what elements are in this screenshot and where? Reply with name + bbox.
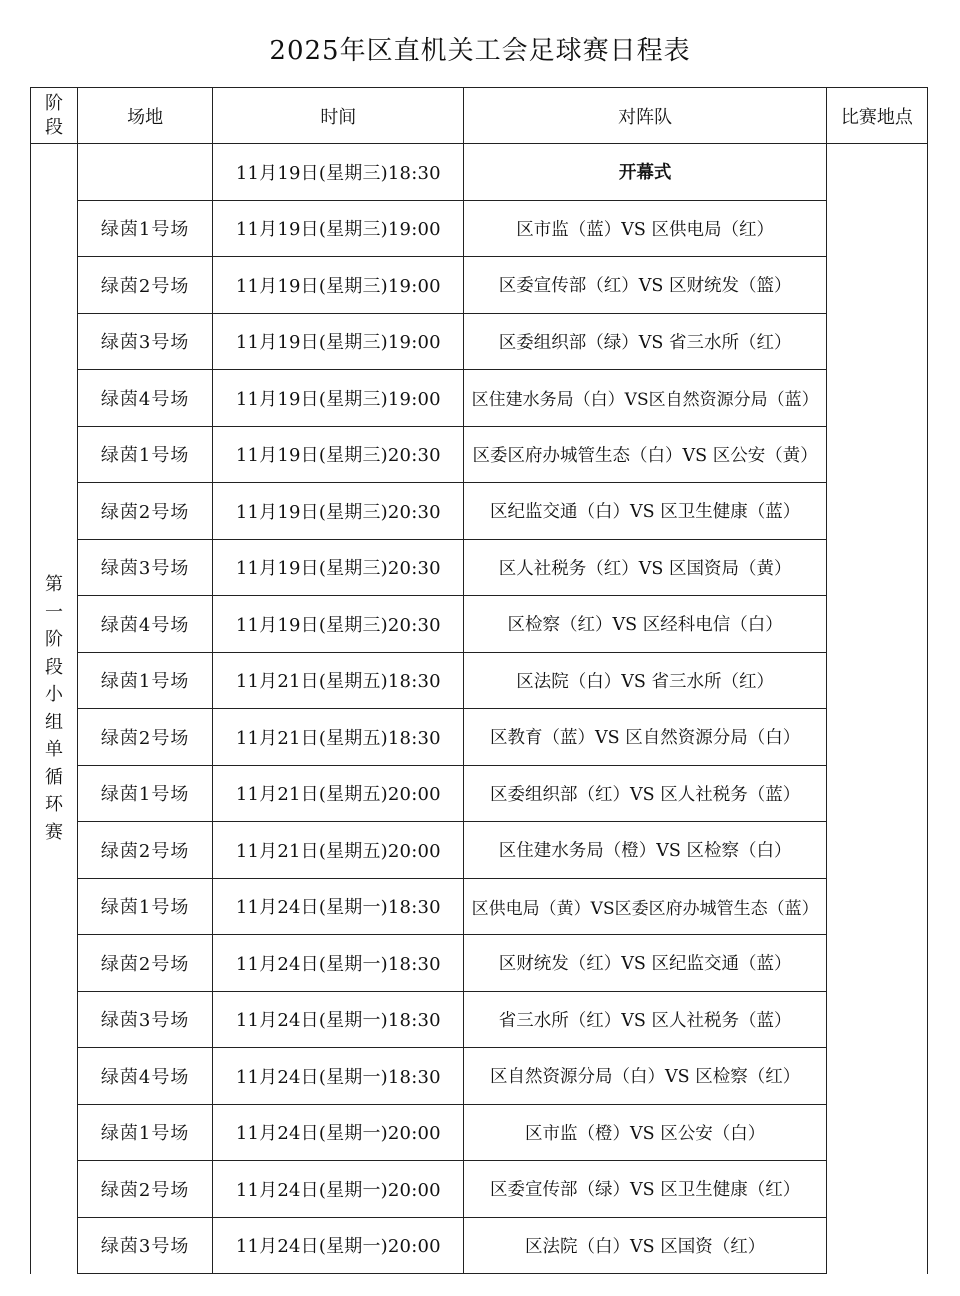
field-cell: [78, 991, 213, 1048]
header-match: 对阵队: [464, 88, 826, 144]
match-label: 区委区府办城管生态（白）VS 区公安（黄）: [472, 445, 818, 466]
field-cell: [78, 822, 213, 879]
header-venue: 比赛地点: [826, 88, 927, 144]
time-label: 11月21日(星期五)20:00: [235, 840, 441, 862]
field-label: 绿茵4号场: [100, 388, 190, 410]
match-label: 区委组织部（绿）VS 省三水所（红）: [498, 332, 792, 353]
time-cell: [213, 1217, 464, 1274]
match-cell: [464, 200, 826, 257]
header-field: 场地: [78, 88, 213, 144]
field-cell: [78, 652, 213, 709]
time-label: 11月19日(星期三)20:30: [235, 614, 441, 636]
table-row: [31, 313, 928, 370]
match-label: 区自然资源分局（白）VS 区检察（红）: [490, 1067, 801, 1088]
field-cell: [78, 257, 213, 314]
field-label: 绿茵1号场: [100, 219, 190, 241]
time-label: 11月24日(星期一)18:30: [235, 897, 441, 919]
table-row: [31, 878, 928, 935]
field-cell: [78, 878, 213, 935]
header-row: [31, 88, 928, 144]
table-row: [31, 200, 928, 257]
table-body: [31, 144, 928, 1274]
time-cell: [213, 935, 464, 992]
match-label: 区人社税务（红）VS 区国资局（黄）: [498, 558, 792, 579]
table-row: [31, 370, 928, 427]
match-label: 区纪监交通（白）VS 区卫生健康（蓝）: [490, 502, 801, 523]
field-label: 绿茵2号场: [100, 275, 190, 297]
match-cell: [464, 483, 826, 540]
match-label: 区委宣传部（红）VS 区财统发（篮）: [498, 276, 792, 297]
match-cell: [464, 652, 826, 709]
match-cell: [464, 709, 826, 766]
table-row: [31, 1048, 928, 1105]
field-cell: [78, 539, 213, 596]
time-cell: [213, 370, 464, 427]
stage-cell: [31, 144, 78, 1274]
field-cell: [78, 765, 213, 822]
table-row: [31, 1217, 928, 1274]
table-row: [31, 144, 928, 201]
match-cell: [464, 878, 826, 935]
table-row: [31, 257, 928, 314]
match-label: 区供电局（黄）VS区委区府办城管生态（蓝）: [471, 898, 819, 919]
field-label: 绿茵1号场: [100, 784, 190, 806]
field-label: 绿茵2号场: [100, 727, 190, 749]
time-label: 11月24日(星期一)20:00: [235, 1123, 441, 1145]
time-label: 11月21日(星期五)20:00: [235, 784, 441, 806]
field-label: 绿茵4号场: [100, 614, 190, 636]
table-row: [31, 1104, 928, 1161]
time-label: 11月19日(星期三)20:30: [235, 558, 441, 580]
field-label: 绿茵3号场: [100, 558, 190, 580]
field-cell: [78, 144, 213, 201]
field-label: 绿茵2号场: [100, 1179, 190, 1201]
time-label: 11月24日(星期一)20:00: [235, 1179, 441, 1201]
venue-cell: [826, 144, 927, 1274]
table-header: [31, 88, 928, 144]
time-label: 11月19日(星期三)19:00: [235, 275, 441, 297]
field-label: 绿茵4号场: [100, 1066, 190, 1088]
match-cell: [464, 313, 826, 370]
field-cell: [78, 935, 213, 992]
match-label: 区委组织部（红）VS 区人社税务（蓝）: [490, 784, 801, 805]
match-cell: [464, 144, 826, 201]
time-cell: [213, 596, 464, 653]
field-cell: [78, 426, 213, 483]
match-label: 区委宣传部（绿）VS 区卫生健康（红）: [490, 1180, 801, 1201]
match-label: 区检察（红）VS 区经科电信（白）: [507, 615, 783, 636]
match-label: 区市监（橙）VS 区公安（白）: [525, 1123, 766, 1144]
match-label: 区住建水务局（白）VS区自然资源分局（蓝）: [471, 390, 819, 411]
match-cell: [464, 765, 826, 822]
match-label: 省三水所（红）VS 区人社税务（蓝）: [498, 1010, 792, 1031]
time-label: 11月24日(星期一)18:30: [235, 1010, 441, 1032]
stage-label: 第一阶段小组单循环赛: [45, 574, 64, 843]
header-stage-line1: 阶: [45, 92, 64, 114]
time-label: 11月24日(星期一)20:00: [235, 1236, 441, 1258]
match-cell: [464, 1161, 826, 1218]
match-cell: [464, 1217, 826, 1274]
table-row: [31, 426, 928, 483]
field-label: 绿茵3号场: [100, 332, 190, 354]
match-cell: [464, 370, 826, 427]
table-row: [31, 822, 928, 879]
field-cell: [78, 1217, 213, 1274]
time-label: 11月24日(星期一)18:30: [235, 1066, 441, 1088]
page-title: 2025年区直机关工会足球赛日程表: [269, 36, 691, 66]
match-label: 区住建水务局（橙）VS 区检察（白）: [498, 841, 792, 862]
field-label: 绿茵2号场: [100, 953, 190, 975]
time-cell: [213, 822, 464, 879]
field-cell: [78, 370, 213, 427]
time-cell: [213, 426, 464, 483]
field-cell: [78, 313, 213, 370]
match-cell: [464, 426, 826, 483]
table-row: [31, 991, 928, 1048]
time-cell: [213, 539, 464, 596]
time-cell: [213, 878, 464, 935]
field-label: 绿茵1号场: [100, 671, 190, 693]
match-cell: [464, 822, 826, 879]
time-cell: [213, 991, 464, 1048]
header-stage-line2: 段: [45, 116, 64, 138]
match-label: 区财统发（红）VS 区纪监交通（蓝）: [498, 954, 792, 975]
match-cell: [464, 539, 826, 596]
table-row: [31, 765, 928, 822]
time-cell: [213, 1161, 464, 1218]
match-label: 区教育（蓝）VS 区自然资源分局（白）: [490, 728, 801, 749]
match-cell: [464, 1048, 826, 1105]
match-cell: [464, 257, 826, 314]
time-label: 11月21日(星期五)18:30: [235, 671, 441, 693]
time-label: 11月24日(星期一)18:30: [235, 953, 441, 975]
field-label: 绿茵1号场: [100, 445, 190, 467]
field-label: 绿茵1号场: [100, 897, 190, 919]
table-row: [31, 1161, 928, 1218]
time-label: 11月19日(星期三)19:00: [235, 388, 441, 410]
field-label: 绿茵1号场: [100, 1123, 190, 1145]
table-row: [31, 652, 928, 709]
header-stage: [31, 88, 78, 144]
field-cell: [78, 1048, 213, 1105]
time-cell: [213, 200, 464, 257]
time-cell: [213, 313, 464, 370]
field-cell: [78, 200, 213, 257]
table-row: [31, 596, 928, 653]
match-label: 区法院（白）VS 区国资（红）: [525, 1236, 766, 1257]
match-cell: [464, 935, 826, 992]
table-row: [31, 709, 928, 766]
time-cell: [213, 709, 464, 766]
field-label: 绿茵2号场: [100, 501, 190, 523]
schedule-table: [30, 87, 928, 1274]
match-label: 区法院（白）VS 省三水所（红）: [516, 671, 774, 692]
time-cell: [213, 257, 464, 314]
match-cell: [464, 1104, 826, 1161]
header-time: 时间: [213, 88, 464, 144]
time-cell: [213, 483, 464, 540]
time-cell: [213, 1104, 464, 1161]
time-cell: [213, 765, 464, 822]
opening-ceremony-label: 开幕式: [618, 163, 672, 184]
time-label: 11月19日(星期三)20:30: [235, 445, 441, 467]
match-cell: [464, 991, 826, 1048]
table-row: [31, 483, 928, 540]
time-label: 11月19日(星期三)18:30: [235, 162, 441, 184]
time-label: 11月19日(星期三)19:00: [235, 332, 441, 354]
field-cell: [78, 596, 213, 653]
field-label: 绿茵3号场: [100, 1236, 190, 1258]
time-cell: [213, 1048, 464, 1105]
time-cell: [213, 652, 464, 709]
time-label: 11月19日(星期三)19:00: [235, 219, 441, 241]
field-cell: [78, 709, 213, 766]
time-cell: [213, 144, 464, 201]
field-cell: [78, 1161, 213, 1218]
match-label: 区市监（蓝）VS 区供电局（红）: [516, 219, 774, 240]
field-label: 绿茵2号场: [100, 840, 190, 862]
match-cell: [464, 596, 826, 653]
table-row: [31, 935, 928, 992]
time-label: 11月21日(星期五)18:30: [235, 727, 441, 749]
field-cell: [78, 1104, 213, 1161]
field-label: 绿茵3号场: [100, 1010, 190, 1032]
table-row: [31, 539, 928, 596]
time-label: 11月19日(星期三)20:30: [235, 501, 441, 523]
field-cell: [78, 483, 213, 540]
